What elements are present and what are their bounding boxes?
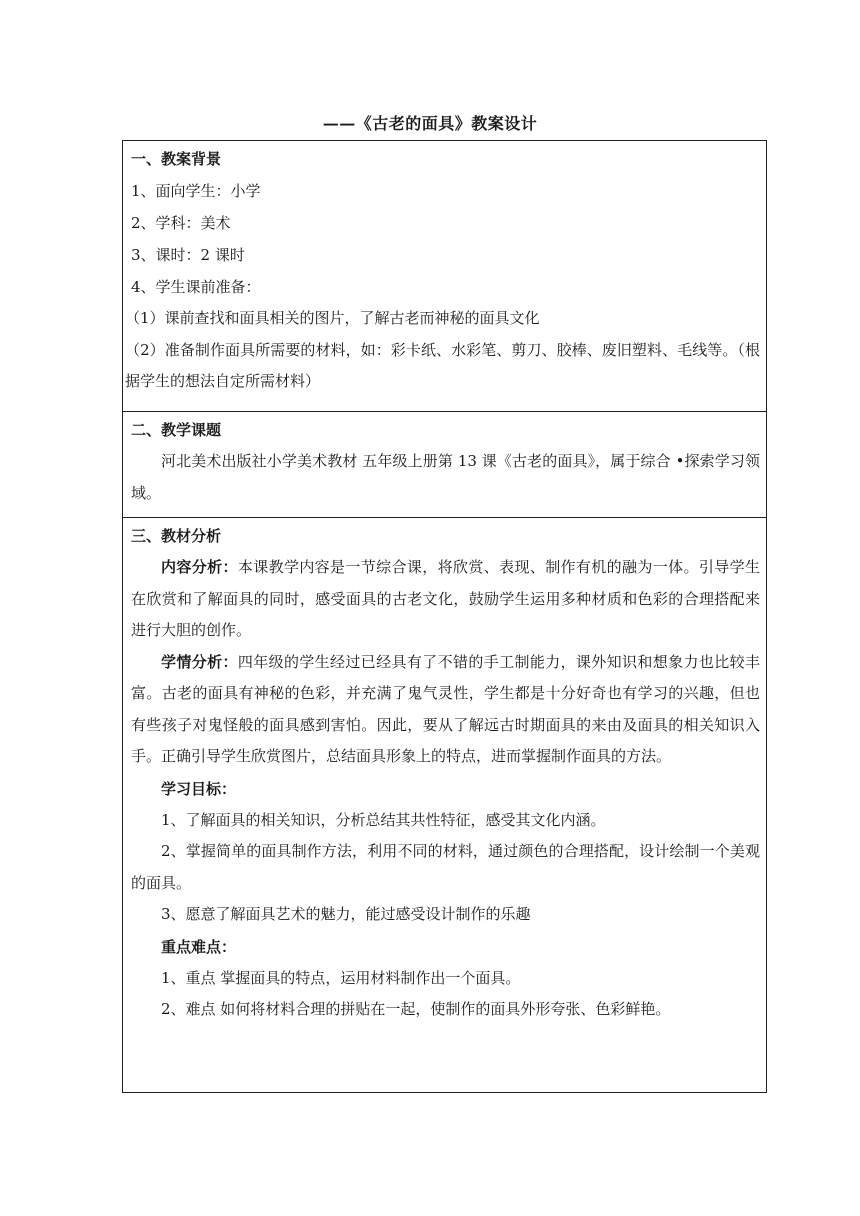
content-analysis [131,552,760,647]
key-point-item: 1、重点 掌握面具的特点，运用材料制作出一个面具。 [161,968,521,987]
info-item: 3、课时：2 课时 [131,246,245,264]
content-analysis-label: 内容分析： [161,558,238,576]
goal-item: 1、了解面具的相关知识，分析总结其共性特征，感受其文化内涵。 [161,810,606,829]
section-background [123,141,766,411]
goals-label: 学习目标： [161,779,237,798]
info-item: 1、面向学生：小学 [131,182,261,200]
student-analysis [131,647,760,773]
key-points-label: 重点难点： [161,937,237,956]
goal-item: 2、掌握简单的面具制作方法，利用不同的材料，通过颜色的合理搭配，设计绘制一个美观的面具。 [131,842,760,892]
prep-item: （1）课前查找和面具相关的图片，了解古老而神秘的面具文化 [125,309,540,327]
student-analysis-text: 四年级的学生经过已经具有了不错的手工制能力，课外知识和想象力也比较丰富。古老的面具有神秘的色彩，并充满了鬼气灵性，学生都是十分好奇也有学习的兴趣，但也有些孩子对鬼怪般的面具感到害怕。因此，要从了解远古时期面具的来由及面具的相关知识入手。正确引导学生欣赏图片，总结面具形象上的特点，进而掌握制作面具的方法。 [131,652,760,765]
section-analysis [123,517,766,1092]
student-analysis-label: 学情分析： [161,652,238,671]
lesson-plan-table [122,140,767,1093]
info-item: 4、学生课前准备： [131,278,261,296]
info-item: 2、学科：美术 [131,214,231,232]
prep-item: （2）准备制作面具所需要的材料，如：彩卡纸、水彩笔、剪刀、胶棒、废旧塑料、毛线等。（根据学生的想法自定所需材料） [125,340,760,390]
section-topic [123,411,766,517]
section-heading: 二、教学课题 [131,421,222,439]
topic-text: 河北美术出版社小学美术教材 五年级上册第 13 课《古老的面具》，属于综合 •探索学习领域。 [131,452,760,502]
section-heading: 一、教案背景 [131,150,222,168]
document-title: ——《古老的面具》教案设计 [322,114,538,133]
goal-item: 3、愿意了解面具艺术的魅力，能过感受设计制作的乐趣 [161,905,531,923]
key-point-item: 2、难点 如何将材料合理的拼贴在一起，使制作的面具外形夸张、色彩鲜艳。 [161,1000,671,1018]
content-analysis-text: 本课教学内容是一节综合课，将欣赏、表现、制作有机的融为一体。引导学生在欣赏和了解面具的同时，感受面具的古老文化，鼓励学生运用多种材质和色彩的合理搭配来进行大胆的创作。 [131,558,760,639]
section-heading: 三、教材分析 [131,527,222,545]
